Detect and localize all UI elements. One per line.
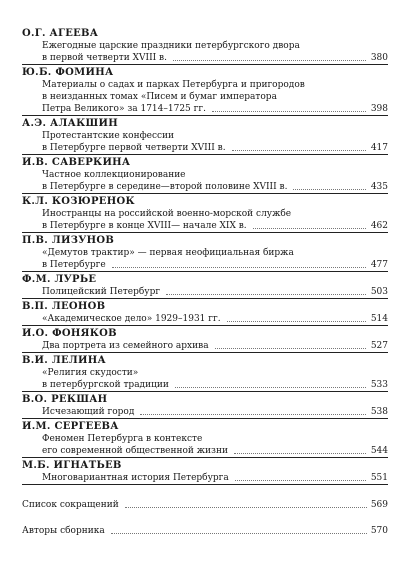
entry-title-line [22, 40, 388, 52]
entry-author: М.Б. ИГНАТЬЕВ [22, 460, 122, 471]
entry-title-text: в Петербурге первой четверти XVIII в. [42, 143, 226, 153]
entry-author: И.В. САВЕРКИНА [22, 157, 131, 168]
entry-title-text: Феномен Петербурга в контексте [42, 434, 203, 444]
entry-title-line [22, 142, 388, 154]
entry-title-line [22, 313, 388, 325]
entry-author: В.О. РЕКШАН [22, 394, 108, 405]
entry-title-line [22, 208, 388, 220]
toc-entry [22, 117, 388, 155]
entry-title-text: Петра Великого» за 1714–1725 гг. [42, 104, 206, 114]
entry-author: И.М. СЕРГЕЕВА [22, 421, 119, 432]
dot-leader [215, 348, 366, 349]
entry-title-text: в неизданных томах «Писем и бумаг императора [42, 92, 277, 102]
entry-title-line [22, 259, 388, 271]
dot-leader [166, 294, 366, 295]
toc-sections [22, 499, 388, 537]
entry-title-text: Протестантские конфессии [42, 131, 175, 141]
entry-title-line [22, 91, 388, 103]
dot-leader [227, 321, 366, 322]
entry-author: И.О. ФОНЯКОВ [22, 328, 117, 339]
section-page-number: 569 [370, 500, 388, 510]
entry-author: П.В. ЛИЗУНОВ [22, 235, 115, 246]
entry-author: О.Г. АГЕЕВА [22, 28, 99, 39]
dot-leader [173, 60, 366, 61]
entry-title-line [22, 247, 388, 259]
entry-page-number: 462 [370, 221, 388, 231]
dot-leader [111, 533, 367, 534]
entry-author: В.И. ЛЕЛИНА [22, 355, 106, 366]
entry-page-number: 417 [370, 143, 388, 153]
entry-title-text: в первой четверти XVIII в. [42, 53, 167, 63]
entry-title-line [22, 472, 388, 484]
toc-entry [22, 195, 388, 233]
entry-page-number: 398 [370, 104, 388, 114]
entry-page-number: 514 [370, 314, 388, 324]
toc-entry [22, 66, 388, 116]
entry-page-number: 503 [370, 287, 388, 297]
dot-leader [140, 414, 366, 415]
entry-title-line [22, 52, 388, 64]
entry-page-number: 533 [370, 380, 388, 390]
entry-title-line [22, 286, 388, 298]
entry-page-number: 544 [370, 446, 388, 456]
toc-entry [22, 300, 388, 326]
entry-title-text: «Академическое дело» 1929–1931 гг. [42, 314, 221, 324]
entry-page-number: 551 [370, 473, 388, 483]
entry-title-text: Исчезающий город [42, 407, 135, 417]
dot-leader [235, 480, 366, 481]
entry-title-line [22, 79, 388, 91]
dot-leader [234, 453, 366, 454]
toc-entry [22, 420, 388, 458]
toc-section [22, 525, 388, 537]
entry-title-text: в Петербурге [42, 260, 106, 270]
entry-title-line [22, 220, 388, 232]
entry-title-text: Материалы о садах и парках Петербурга и пригородов [42, 80, 305, 90]
entry-author: Ю.Б. ФОМИНА [22, 67, 114, 78]
entry-title-text: «Религия скудости» [42, 368, 139, 378]
entry-title-line [22, 103, 388, 115]
section-page-number: 570 [370, 526, 388, 536]
entry-author: К.Л. КОЗЮРЕНОК [22, 196, 135, 207]
dot-leader [293, 189, 366, 190]
entry-author: Ф.М. ЛУРЬЕ [22, 274, 97, 285]
section-label: Список сокращений [22, 500, 119, 510]
toc-entry [22, 327, 388, 353]
entry-title-line [22, 169, 388, 181]
dot-leader [175, 387, 366, 388]
entry-title-line [22, 181, 388, 193]
entry-title-text: Иностранцы на российской военно-морской службе [42, 209, 292, 219]
entry-author: А.Э. АЛАКШИН [22, 118, 118, 129]
entry-page-number: 380 [370, 53, 388, 63]
toc-entries [22, 27, 388, 485]
entry-title-text: Ежегодные царские праздники петербургского двора [42, 41, 300, 51]
entry-title-text: в Петербурге в середине—второй половине XVIII в. [42, 182, 288, 192]
toc-entry [22, 459, 388, 485]
toc-section [22, 499, 388, 511]
entry-title-text: Частное коллекционирование [42, 170, 186, 180]
toc-entry [22, 234, 388, 272]
entry-title-text: Многовариантная история Петербурга [42, 473, 229, 483]
entry-title-text: в петербургской традиции [42, 380, 169, 390]
dot-leader [212, 111, 366, 112]
entry-title-line [22, 379, 388, 391]
entry-title-line [22, 445, 388, 457]
toc-entry [22, 156, 388, 194]
toc-entry [22, 27, 388, 65]
section-label: Авторы сборника [22, 526, 105, 536]
entry-page-number: 435 [370, 182, 388, 192]
entry-page-number: 477 [370, 260, 388, 270]
entry-title-line [22, 340, 388, 352]
entry-title-text: Полицейский Петербург [42, 287, 161, 297]
entry-page-number: 527 [370, 341, 388, 351]
entry-title-line [22, 406, 388, 418]
toc-entry [22, 354, 388, 392]
entry-title-line [22, 130, 388, 142]
toc-entry [22, 273, 388, 299]
dot-leader [112, 267, 366, 268]
entry-author: В.П. ЛЕОНОВ [22, 301, 106, 312]
dot-leader [125, 507, 367, 508]
entry-title-line [22, 367, 388, 379]
entry-title-text: «Демутов трактир» — первая неофициальная биржа [42, 248, 294, 258]
entry-title-text: Два портрета из семейного архива [42, 341, 209, 351]
entry-title-text: в Петербурге в конце XVIII— начале XIX в. [42, 221, 247, 231]
entry-title-line [22, 433, 388, 445]
dot-leader [232, 150, 366, 151]
entry-title-text: его современной общественной жизни [42, 446, 228, 456]
dot-leader [253, 228, 366, 229]
toc-entry [22, 393, 388, 419]
entry-page-number: 538 [370, 407, 388, 417]
